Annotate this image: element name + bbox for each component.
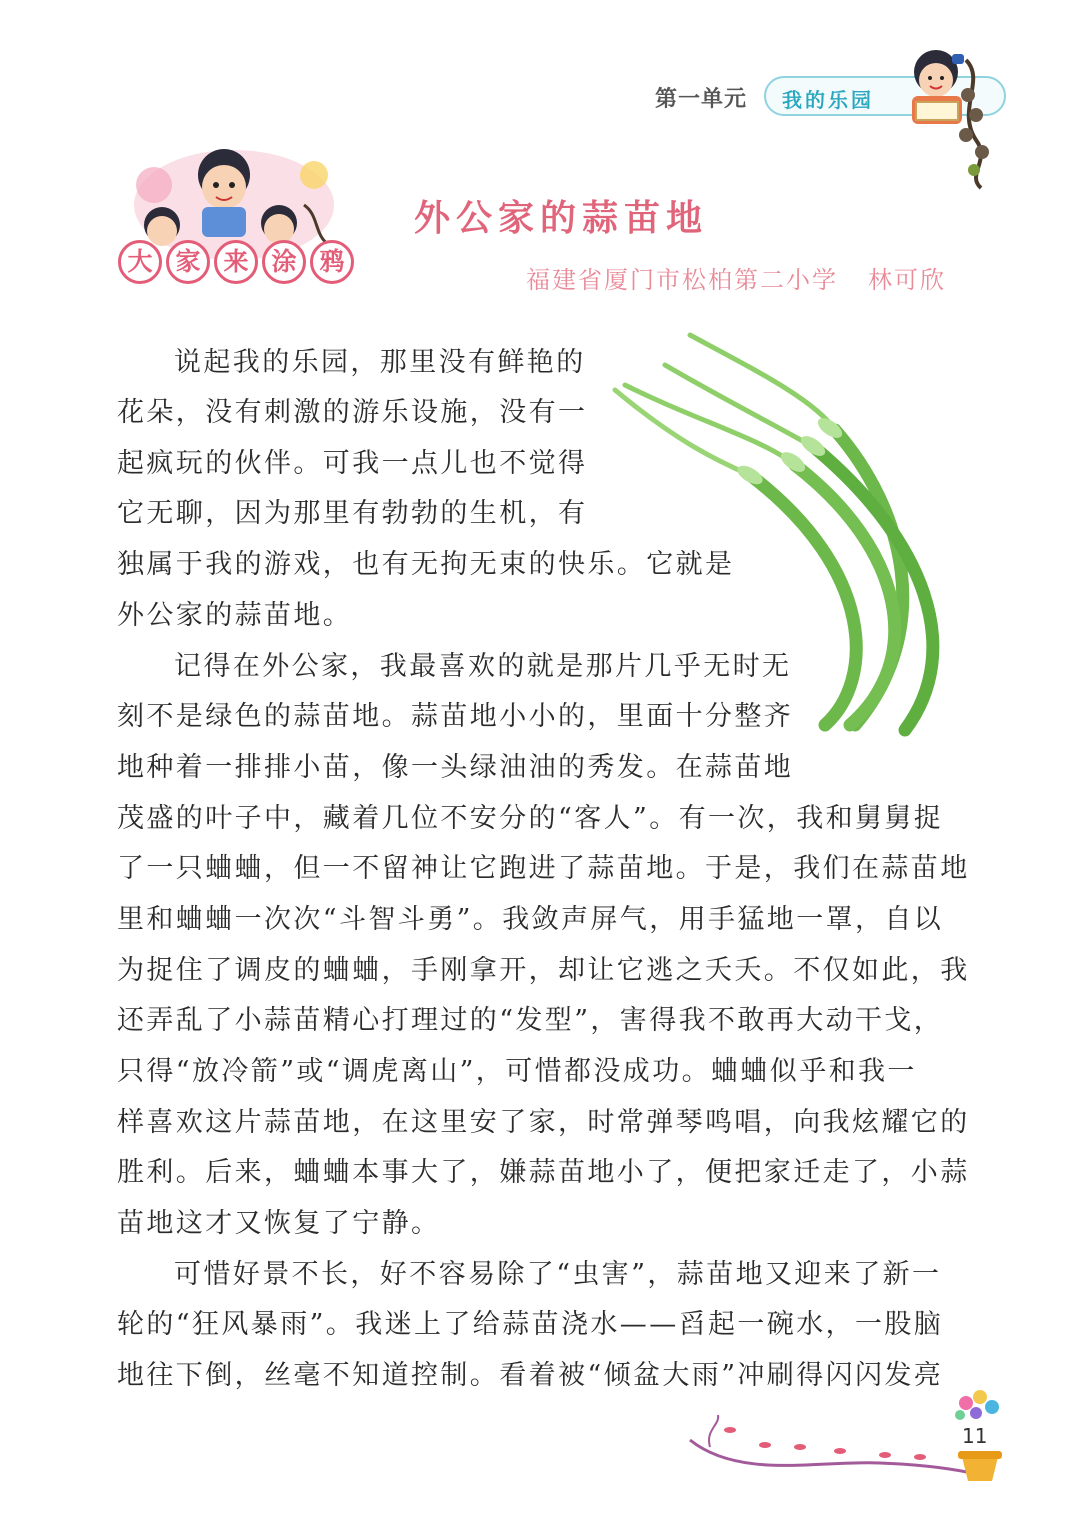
logo-char: 鸦: [310, 240, 354, 284]
doodle-logo-title: [118, 240, 354, 284]
body-line: 里和蛐蛐一次次“斗智斗勇”。我敛声屏气，用手猛地一罩，自以: [117, 904, 944, 935]
body-line: 为捉住了调皮的蛐蛐，手刚拿开，却让它逃之夭夭。不仅如此，我: [117, 955, 970, 986]
body-line: 还弄乱了小蒜苗精心打理过的“发型”，害得我不敢再大动干戈，: [117, 1005, 944, 1036]
garlic-sprout-icon: [605, 330, 985, 750]
page-number: 11: [962, 1424, 988, 1448]
body-line: 记得在外公家，我最喜欢的就是那片几乎无时无: [174, 651, 792, 682]
body-line: 只得“放冷箭”或“调虎离山”，可惜都没成功。蛐蛐似乎和我一: [117, 1056, 917, 1087]
body-line: 起疯玩的伙伴。可我一点儿也不觉得: [117, 448, 588, 479]
school-name: 福建省厦门市松柏第二小学: [526, 266, 838, 294]
flower-vine-icon: [680, 1385, 1010, 1485]
body-line: 样喜欢这片蒜苗地，在这里安了家，时常弹琴鸣唱，向我炫耀它的: [117, 1107, 970, 1138]
logo-char: 涂: [262, 240, 306, 284]
body-line: 外公家的蒜苗地。: [117, 600, 353, 631]
body-line: 地种着一排排小苗，像一头绿油油的秀发。在蒜苗地: [117, 752, 794, 783]
logo-char: 大: [118, 240, 162, 284]
girl-reading-mascot-icon: [896, 40, 1016, 190]
body-line: 说起我的乐园，那里没有鲜艳的: [174, 347, 586, 378]
unit-label: 第一单元: [655, 87, 748, 112]
logo-char: 家: [166, 240, 210, 284]
body-line: 苗地这才又恢复了宁静。: [117, 1208, 441, 1239]
article-title: 外公家的蒜苗地: [414, 198, 709, 239]
body-line: 花朵，没有刺激的游乐设施，没有一: [117, 397, 588, 428]
body-line: 独属于我的游戏，也有无拘无束的快乐。它就是: [117, 549, 735, 580]
body-line: 刻不是绿色的蒜苗地。蒜苗地小小的，里面十分整齐: [117, 701, 794, 732]
body-line: 轮的“狂风暴雨”。我迷上了给蒜苗浇水——舀起一碗水，一股脑: [117, 1309, 944, 1340]
body-line: 它无聊，因为那里有勃勃的生机，有: [117, 498, 588, 529]
body-line: 了一只蛐蛐，但一不留神让它跑进了蒜苗地。于是，我们在蒜苗地: [117, 853, 970, 884]
article-byline: [526, 260, 946, 295]
unit-theme-text: 我的乐园: [782, 88, 874, 112]
body-line: 地往下倒，丝毫不知道控制。看着被“倾盆大雨”冲刷得闪闪发亮: [117, 1360, 944, 1391]
body-line: 胜利。后来，蛐蛐本事大了，嫌蒜苗地小了，便把家迁走了，小蒜: [117, 1157, 970, 1188]
body-line: 茂盛的叶子中，藏着几位不安分的“客人”。有一次，我和舅舅捉: [117, 803, 944, 834]
flower-pot-icon: [958, 1451, 1002, 1481]
logo-char: 来: [214, 240, 258, 284]
body-line: 可惜好景不长，好不容易除了“虫害”，蒜苗地又迎来了新一: [174, 1259, 942, 1290]
author-name: 林可欣: [868, 266, 946, 294]
